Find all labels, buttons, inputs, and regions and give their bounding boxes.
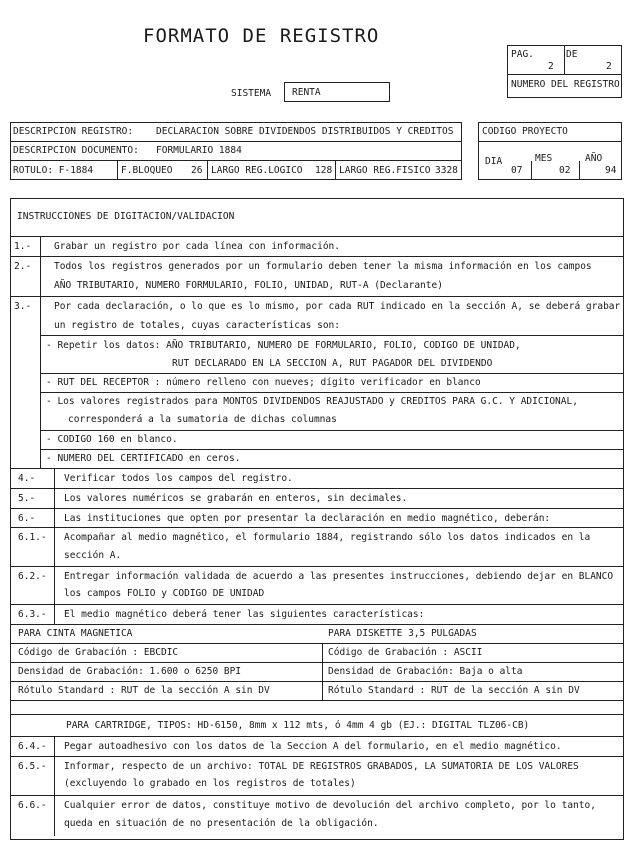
page-number: 2 (548, 61, 554, 72)
f-bloqueo-label: F.BLOQUEO (121, 165, 173, 176)
rotulo: ROTULO: F-1884 (13, 165, 94, 176)
cinta-rotulo: Rótulo Standard : RUT de la sección A sin DV (18, 685, 270, 696)
cinta-title: PARA CINTA MAGNETICA (18, 628, 133, 639)
instruction-6-1 (10, 528, 622, 566)
instruction-1 (10, 237, 622, 256)
instruction-text-cont: un registro de totales, cuyas características son: (54, 320, 340, 331)
instruction-number: 4.- (18, 473, 36, 484)
instruction-number: 6.5.- (18, 761, 47, 772)
instruction-6-3 (10, 605, 622, 624)
instruction-text: Acompañar al medio magnético, el formulario 1884, registrando sólo los datos indicados en la (64, 532, 591, 543)
codigo-proyecto-box (478, 122, 622, 180)
diskette-title: PARA DISKETTE 3,5 PULGADAS (328, 628, 477, 639)
largo-logico-value: 128 (315, 165, 333, 176)
instruction-5 (10, 489, 622, 508)
instruction-6-4 (10, 737, 622, 756)
instruction-text-cont: queda en situación de no presentación de la obligación. (64, 818, 379, 829)
page-title: FORMATO DE REGISTRO (143, 25, 380, 47)
registro-label: DESCRIPCION REGISTRO: (13, 126, 134, 137)
instruction-text-cont: los campos FOLIO y CODIGO DE UNIDAD (64, 588, 265, 599)
bullet-3b: corresponderá a la sumatoria de dichas columnas (68, 414, 337, 425)
largo-fisico-label: LARGO REG.FISICO (339, 165, 431, 176)
instruction-number: 5.- (18, 493, 36, 504)
dia-label: DIA (485, 156, 503, 167)
diskette-codigo: Código de Grabación : ASCII (328, 647, 483, 658)
instruction-number: 6.- (18, 513, 36, 524)
instruction-number: 6.6.- (18, 800, 47, 811)
bullet-3a: - Los valores registrados para MONTOS DIVIDENDOS REAJUSTADO y CREDITOS PARA G.C. Y ADICIONAL, (46, 396, 578, 407)
instruction-text: Verificar todos los campos del registro. (64, 473, 293, 484)
description-box (10, 122, 462, 180)
documento-label: DESCRIPCION DOCUMENTO: (13, 145, 139, 156)
instruction-6-5 (10, 757, 622, 795)
page-number-box (507, 45, 622, 98)
instruction-number: 1.- (14, 241, 32, 252)
bullet-2: - RUT DEL RECEPTOR : número relleno con nueves; dígito verificador en blanco (46, 377, 481, 388)
instruction-text: Pegar autoadhesivo con los datos de la Seccion A del formulario, en el medio magnético. (64, 741, 562, 752)
instruction-2 (10, 257, 622, 295)
sistema-value: RENTA (292, 87, 321, 98)
pag-label: PAG. (511, 49, 534, 60)
instruction-number: 6.2.- (18, 571, 47, 582)
largo-logico-label: LARGO REG.LOGICO (211, 165, 303, 176)
cinta-densidad: Densidad de Grabación: 1.600 o 6250 BPI (18, 666, 242, 677)
instruction-text: Las instituciones que opten por presentar la declaración en medio magnético, deberán: (64, 513, 551, 524)
diskette-rotulo: Rótulo Standard : RUT de la sección A sin DV (328, 685, 580, 696)
mes-value: 02 (559, 165, 571, 176)
instruction-number: 3.- (14, 301, 32, 312)
bullet-1b: RUT DECLARADO EN LA SECCION A, RUT PAGADOR DEL DIVIDENDO (172, 358, 493, 369)
dia-value: 07 (511, 165, 523, 176)
instruction-number: 6.4.- (18, 741, 47, 752)
mes-label: MES (535, 153, 553, 164)
de-label: DE (566, 49, 578, 60)
instruction-6-2 (10, 567, 622, 605)
instruction-text-cont: AÑO TRIBUTARIO, NUMERO FORMULARIO, FOLIO, UNIDAD, RUT-A (Declarante) (54, 280, 443, 291)
documento-value: FORMULARIO 1884 (156, 145, 242, 156)
codigo-proyecto-label: CODIGO PROYECTO (482, 126, 568, 137)
instruction-text-cont: sección A. (64, 550, 122, 561)
instruction-text: El medio magnético deberá tener las siguientes características: (64, 609, 425, 620)
ano-label: AÑO (585, 153, 603, 164)
diskette-densidad: Densidad de Grabación: Baja o alta (328, 666, 523, 677)
instruction-number: 6.3.- (18, 609, 47, 620)
instruction-4 (10, 469, 622, 488)
bullet-1a: - Repetir los datos: AÑO TRIBUTARIO, NUMERO DE FORMULARIO, FOLIO, CODIGO DE UNIDAD, (46, 340, 521, 351)
largo-fisico-value: 3328 (435, 165, 458, 176)
instruction-number: 6.1.- (18, 532, 47, 543)
instructions-heading: INSTRUCCIONES DE DIGITACION/VALIDACION (17, 211, 235, 222)
bullet-5: - NUMERO DEL CERTIFICADO en ceros. (46, 453, 241, 464)
cinta-codigo: Código de Grabación : EBCDIC (18, 647, 179, 658)
instruction-text: Grabar un registro por cada línea con información. (54, 241, 340, 252)
cartridge-spec: PARA CARTRIDGE, TIPOS: HD-6150, 8mm x 112 mts, ó 4mm 4 gb (EJ.: DIGITAL TLZ06-CB) (66, 720, 530, 731)
sistema-label: SISTEMA (231, 88, 272, 99)
instruction-number: 2.- (14, 261, 32, 272)
instruction-text-cont: (excluyendo lo grabado en los registros de totales) (64, 778, 356, 789)
instruction-text: Los valores numéricos se grabarán en enteros, sin decimales. (64, 493, 408, 504)
instruction-6 (10, 509, 622, 528)
registro-value: DECLARACION SOBRE DIVIDENDOS DISTRIBUIDOS Y CREDITOS (156, 126, 454, 137)
ano-value: 94 (605, 165, 617, 176)
instruction-text: Entregar información validada de acuerdo a las presentes instrucciones, debiendo dejar en BLANCO (64, 571, 614, 582)
bullet-4: - CODIGO 160 en blanco. (46, 434, 178, 445)
instruction-text: Cualquier error de datos, constituye motivo de devolución del archivo completo, por lo tanto, (64, 800, 596, 811)
numero-registro-label: NUMERO DEL REGISTRO (511, 79, 620, 90)
instruction-6-6 (10, 796, 622, 836)
instruction-text: Por cada declaración, o lo que es lo mismo, por cada RUT indicado en la sección A, se deberá grabar (54, 301, 621, 312)
instruction-3 (10, 297, 622, 337)
instruction-text: Informar, respecto de un archivo: TOTAL DE REGISTROS GRABADOS, LA SUMATORIA DE LOS VALORES (64, 761, 579, 772)
instruction-text: Todos los registros generados por un formulario deben tener la misma información en los campos (54, 261, 592, 272)
page-total: 2 (606, 61, 612, 72)
f-bloqueo-value: 26 (191, 165, 203, 176)
sistema-field (284, 82, 390, 102)
